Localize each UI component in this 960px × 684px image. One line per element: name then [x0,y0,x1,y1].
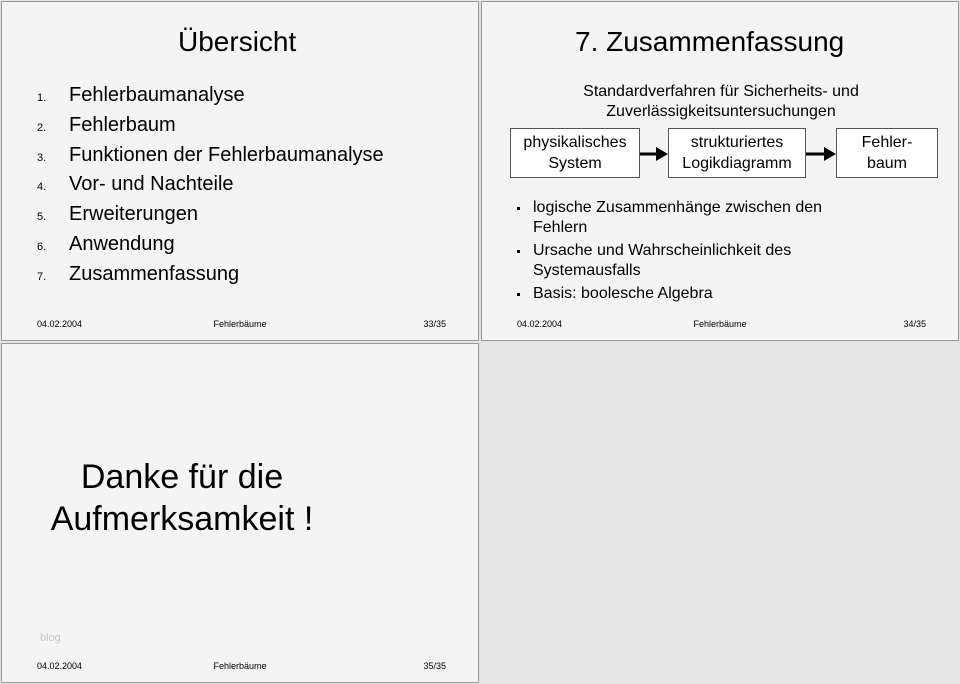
flow-box-physical-system [510,128,640,178]
footer-date: 04.02.2004 [517,319,563,329]
footer-date: 04.02.2004 [37,661,83,671]
footer-page-number: 35/35 [423,661,446,671]
list-item [37,263,384,293]
item-text: Funktionen der Fehlerbaumanalyse [69,143,384,166]
item-text: Anwendung [69,232,175,255]
slide-footer [482,319,958,331]
flow-box-line: strukturiertes [690,134,784,151]
footer-title: Fehlerbäume [213,661,267,671]
flow-arrow-icon [640,144,668,164]
item-number: 7. [37,270,47,283]
item-text: Erweiterungen [69,203,198,226]
intro-line: Standardverfahren für Sicherheits- und [583,83,859,100]
footer-title: Fehlerbäume [213,319,267,329]
slide-summary [481,1,959,341]
list-item [37,173,384,203]
item-text: Fehlerbaum [69,113,176,136]
item-number: 6. [37,240,47,253]
footer-page-number: 33/35 [423,319,446,329]
intro-line: Zuverlässigkeitsuntersuchungen [606,103,836,120]
slide-footer [2,319,478,331]
item-text: Fehlerbaumanalyse [69,84,245,106]
flow-box-line: Logikdiagramm [682,155,792,172]
flow-box-line: physikalisches [523,134,627,151]
flow-box-line: baum [866,155,908,172]
item-text: Zusammenfassung [69,262,240,285]
thanks-line: Aufmerksamkeit ! [50,500,314,538]
list-item [37,144,384,174]
flow-box-fault-tree [836,128,938,178]
list-item: Basis: boolesche Algebra [516,284,873,304]
item-number: 5. [37,211,47,224]
list-item: Ursache und Wahrscheinlichkeit des Systemausfalls [516,241,873,281]
thanks-message [2,456,362,540]
item-number: 1. [37,92,47,104]
item-text: Vor- und Nachteile [69,173,234,196]
footer-title: Fehlerbäume [693,319,747,329]
watermark: blog [40,632,61,644]
list-item: logische Zusammenhänge zwischen den Fehlern [516,198,873,238]
slide-footer [2,661,478,673]
toc-list [37,84,384,293]
slide-overview [1,1,479,341]
footer-page-number: 34/35 [903,319,926,329]
slide-thanks [1,343,479,683]
item-number: 3. [37,151,47,164]
thanks-line: Danke für die [80,458,284,496]
item-number: 4. [37,181,47,194]
flow-box-line: Fehler- [861,134,913,151]
summary-bullets [516,198,873,307]
list-item [37,203,384,233]
slide-title: 7. Zusammenfassung [575,26,845,57]
flow-box-line: System [548,155,602,172]
summary-intro [482,82,960,122]
list-item [37,114,384,144]
flow-box-logic-diagram [668,128,806,178]
list-item [37,233,384,263]
footer-date: 04.02.2004 [37,319,83,329]
list-item [37,84,384,114]
slide-title: Übersicht [178,26,297,57]
flow-arrow-icon [806,144,836,164]
item-number: 2. [37,121,47,134]
